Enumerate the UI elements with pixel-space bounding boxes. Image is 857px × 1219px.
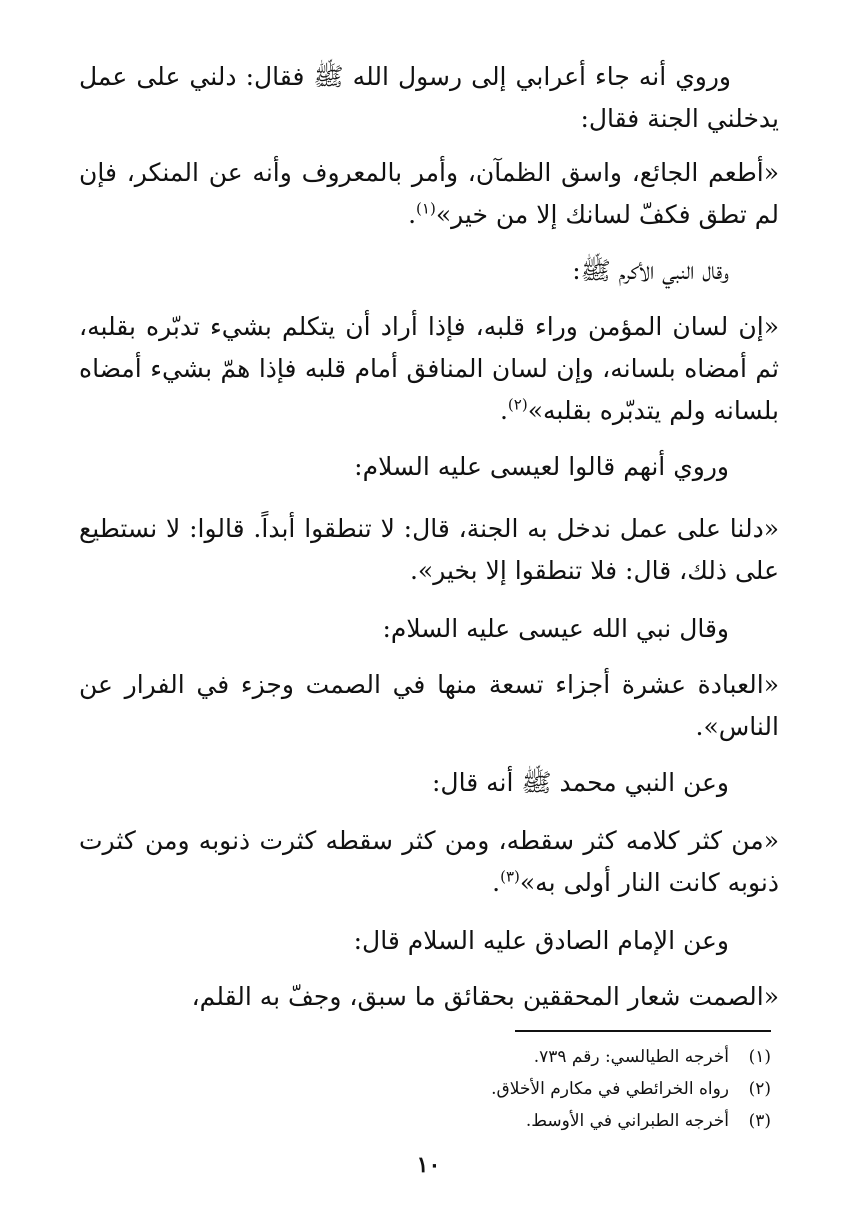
paragraph-text: وعن الإمام الصادق عليه السلام قال: xyxy=(353,926,729,955)
footnote-ref-1: (١) xyxy=(416,199,436,218)
footnote-divider xyxy=(515,1030,771,1032)
quote-3 xyxy=(79,508,779,592)
paragraph-text: وعن النبي محمد ﷺ أنه قال: xyxy=(431,768,729,797)
paragraph-intro-6 xyxy=(79,920,729,962)
quote-text: «دلنا على عمل ندخل به الجنة، قال: لا تنطقوا أبداً. قالوا: لا نستطيع على ذلك، قال: فلا تنطقوا إلا بخير». xyxy=(79,514,779,585)
paragraph-text: وروي أنهم قالوا لعيسى عليه السلام: xyxy=(354,452,729,481)
quote-text: «أطعم الجائع، واسق الظمآن، وأمر بالمعروف وأنه عن المنكر، فإن لم تطق فكفّ لسانك إلا من خير» xyxy=(79,158,779,229)
quote-6 xyxy=(79,976,779,1018)
footnote-number: (١) xyxy=(748,1047,771,1067)
footnote-ref-3: (٣) xyxy=(500,867,520,886)
paragraph-text: وقال نبي الله عيسى عليه السلام: xyxy=(382,614,729,643)
paragraph-intro-4 xyxy=(79,608,729,650)
paragraph-text: وقال النبي الأكرم ﷺ: xyxy=(572,256,729,285)
quote-5: «من كثر كلامه كثر سقطه، ومن كثر سقطه كثرت ذنوبه ومن كثرت ذنوبه كانت النار أولى به»$^{(٣)}$. xyxy=(79,826,779,897)
quote-text: «إن لسان المؤمن وراء قلبه، فإذا أراد أن يتكلم بشيء تدبّره بقلبه، ثم أمضاه بلسانه، وإن لسان المنافق أمام قلبه فإذا همّ بشيء أمضاه بلسانه ولم يتدبّره بقلبه» xyxy=(79,312,779,425)
footnote-1 xyxy=(371,1044,771,1070)
footnote-text: أخرجه الطيالسي: رقم ٧٣٩. xyxy=(533,1047,729,1067)
footnote-2 xyxy=(371,1076,771,1102)
footnote-ref-2: (٢) xyxy=(507,395,528,414)
quote-text: «من كثر كلامه كثر سقطه، ومن كثر سقطه كثرت ذنوبه ومن كثرت ذنوبه كانت النار أولى به» xyxy=(79,826,779,897)
paragraph-text: وروي أنه جاء أعرابي إلى رسول الله ﷺ فقال: دلني على عمل يدخلني الجنة فقال: xyxy=(79,62,779,133)
footnote-number: (٣) xyxy=(748,1111,771,1131)
footnote-number: (٢) xyxy=(748,1079,771,1099)
footnote-text: رواه الخرائطي في مكارم الأخلاق. xyxy=(491,1079,729,1099)
paragraph-intro-1 xyxy=(79,56,779,140)
quote-4 xyxy=(79,664,779,748)
footnote-3 xyxy=(371,1108,771,1134)
paragraph-intro-5 xyxy=(79,762,729,804)
quote-2: «إن لسان المؤمن وراء قلبه، فإذا أراد أن يتكلم بشيء تدبّره بقلبه، ثم أمضاه بلسانه، وإن لسان المنافق أمام قلبه فإذا همّ بشيء أمضاه بلسانه ولم يتدبّره بقلبه»$^{(٢)}$. xyxy=(79,312,779,425)
footnote-text: أخرجه الطبراني في الأوسط. xyxy=(525,1111,729,1131)
paragraph-intro-3 xyxy=(79,446,729,488)
quote-text: «العبادة عشرة أجزاء تسعة منها في الصمت وجزء في الفرار عن الناس». xyxy=(79,670,779,741)
quote-text: «الصمت شعار المحققين بحقائق ما سبق، وجفّ به القلم، xyxy=(191,982,779,1011)
page-number: ١٠ xyxy=(416,1152,441,1178)
paragraph-intro-2 xyxy=(79,250,729,292)
quote-1: «أطعم الجائع، واسق الظمآن، وأمر بالمعروف وأنه عن المنكر، فإن لم تطق فكفّ لسانك إلا من خير»$^{(١)}$. xyxy=(79,158,779,229)
